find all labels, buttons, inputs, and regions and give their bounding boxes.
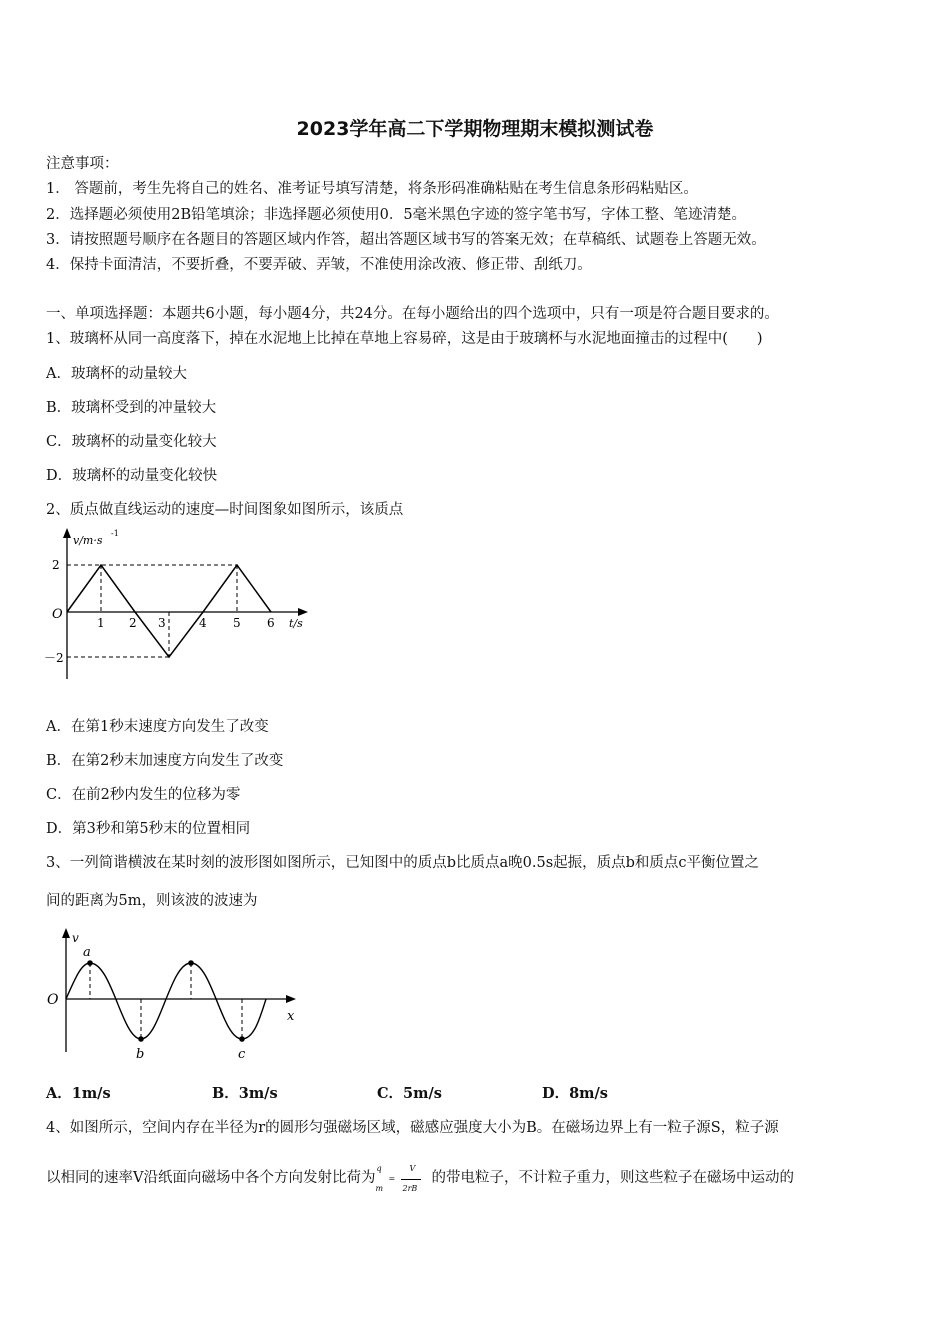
q1-option-b: B．玻璃杯受到的冲量较大 bbox=[46, 400, 217, 416]
frac-m: m bbox=[375, 1184, 384, 1193]
q1-option-d: D．玻璃杯的动量变化较快 bbox=[46, 468, 218, 484]
page-title: 2023学年高二下学期物理期末模拟测试卷 bbox=[296, 118, 654, 140]
q3-stem-line1: 3、一列简谐横波在某时刻的波形图如图所示，已知图中的质点b比质点a晚0.5s起振，质点b和质点c平衡位置之 bbox=[46, 855, 760, 871]
velocity-time-graph bbox=[44, 524, 314, 684]
section-heading: 一、单项选择题：本题共6小题，每小题4分，共24分。在每小题给出的四个选项中，只有一项是符合题目要求的。 bbox=[46, 306, 779, 322]
q3-option-d: D．8m/s bbox=[542, 1085, 608, 1102]
notice-item-4: 4．保持卡面清洁，不要折叠，不要弄破、弄皱，不准使用涂改液、修正带、刮纸刀。 bbox=[46, 257, 592, 273]
origin-label: O bbox=[52, 607, 63, 622]
q3-option-b: B．3m/s bbox=[212, 1085, 278, 1102]
point-a bbox=[87, 960, 93, 966]
point-c bbox=[239, 1036, 245, 1042]
y-axis-arrow bbox=[63, 528, 71, 538]
frac-bar bbox=[401, 1179, 421, 1180]
x-tick-6: 6 bbox=[267, 616, 275, 630]
x-tick-4: 4 bbox=[199, 616, 207, 630]
y-tick-2: 2 bbox=[52, 558, 60, 572]
q4-stem-line2-post: 的带电粒子，不计粒子重力，则这些粒子在磁场中运动的 bbox=[431, 1170, 794, 1186]
y-axis-label: v/m·s bbox=[73, 534, 103, 547]
q2-stem: 2、质点做直线运动的速度—时间图象如图所示，该质点 bbox=[46, 502, 404, 518]
x-axis-arrow bbox=[286, 995, 296, 1003]
x-tick-2: 2 bbox=[129, 616, 137, 630]
q3-option-c: C．5m/s bbox=[377, 1085, 442, 1102]
x-tick-5: 5 bbox=[233, 616, 241, 630]
charge-mass-ratio-fraction bbox=[375, 1164, 431, 1193]
q4-stem-line1: 4、如图所示，空间内存在半径为r的圆形匀强磁场区域，磁感应强度大小为B。在磁场边界上有一粒子源S，粒子源 bbox=[46, 1120, 779, 1136]
frac-eq: = bbox=[388, 1174, 396, 1183]
q1-option-a: A．玻璃杯的动量较大 bbox=[46, 366, 187, 382]
x-tick-1: 1 bbox=[97, 616, 105, 630]
point-b-label: b bbox=[136, 1047, 145, 1062]
wave-curve bbox=[66, 963, 266, 1039]
y-axis-label-sup: -1 bbox=[111, 529, 119, 538]
notice-heading: 注意事项： bbox=[46, 156, 119, 172]
q3-option-a: A．1m/s bbox=[46, 1085, 111, 1102]
notice-item-2: 2．选择题必须使用2B铅笔填涂；非选择题必须使用0．5毫米黑色字迹的签字笔书写，字体工整、笔迹清楚。 bbox=[46, 207, 747, 223]
q1-stem: 1、玻璃杯从同一高度落下，掉在水泥地上比掉在草地上容易碎，这是由于玻璃杯与水泥地面撞击的过程中( ) bbox=[46, 331, 763, 347]
q2-option-b: B．在第2秒末加速度方向发生了改变 bbox=[46, 753, 284, 769]
x-tick-3: 3 bbox=[158, 616, 166, 630]
wave-graph bbox=[44, 926, 304, 1066]
point-c-label: c bbox=[238, 1047, 246, 1062]
frac-q: q bbox=[376, 1164, 382, 1173]
q2-option-a: A．在第1秒末速度方向发生了改变 bbox=[46, 719, 269, 735]
q1-option-c: C．玻璃杯的动量变化较大 bbox=[46, 434, 217, 450]
frac-v: V bbox=[409, 1164, 416, 1173]
point-a-label: a bbox=[83, 945, 91, 960]
notice-item-1: 1． 答题前，考生先将自己的姓名、准考证号填写清楚，将条形码准确粘贴在考生信息条形码粘贴区。 bbox=[46, 181, 698, 197]
point-peak bbox=[188, 960, 194, 966]
y-axis-label: v bbox=[72, 931, 79, 945]
q3-stem-line2: 间的距离为5m，则该波的波速为 bbox=[46, 893, 258, 909]
x-axis-arrow bbox=[298, 608, 308, 616]
notice-item-3: 3．请按照题号顺序在各题目的答题区域内作答，超出答题区域书写的答案无效；在草稿纸、试题卷上答题无效。 bbox=[46, 232, 766, 248]
frac-2rb: 2rB bbox=[402, 1184, 418, 1193]
y-tick-neg2: －2 bbox=[44, 651, 64, 665]
x-axis-label: t/s bbox=[289, 617, 303, 630]
origin-label: O bbox=[47, 992, 59, 1008]
q2-option-c: C．在前2秒内发生的位移为零 bbox=[46, 787, 241, 803]
y-axis-arrow bbox=[62, 928, 70, 938]
q2-option-d: D．第3秒和第5秒末的位置相同 bbox=[46, 821, 251, 837]
x-axis-label: x bbox=[287, 1009, 295, 1024]
q4-stem-line2 bbox=[46, 1164, 794, 1193]
point-b bbox=[138, 1036, 144, 1042]
q4-stem-line2-pre: 以相同的速率V沿纸面向磁场中各个方向发射比荷为 bbox=[46, 1170, 376, 1186]
